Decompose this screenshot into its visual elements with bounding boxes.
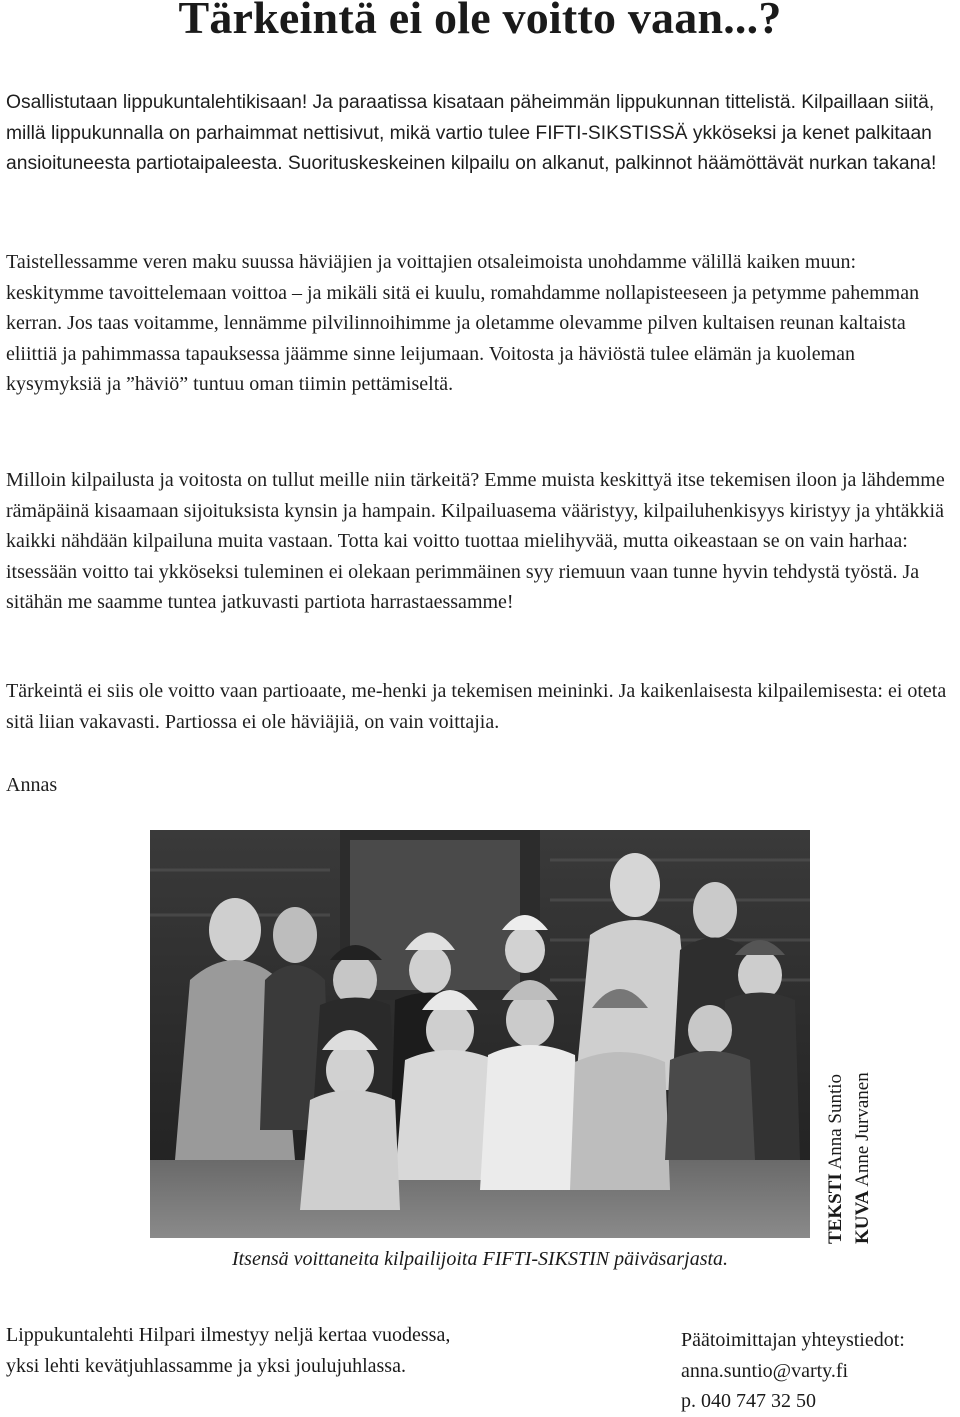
- credit-photo-name: Anne Jurvanen: [852, 1072, 873, 1187]
- article-signature: Annas: [6, 774, 58, 796]
- contact-phone: p. 040 747 32 50: [681, 1390, 816, 1412]
- article-paragraph: Taistellessamme veren maku suussa häviäjien ja voittajien otsaleimoista unohdamme välillä kaiken muun: keskitymme tavoittelemaan voittoa – ja mikäli sitä ei kuulu, romahdamme nollapisteeseen ja petymme pahemman kerran. Jos taas voitamme, lennämme pilvilinnoihimme ja oletamme olevamme pilven kultaisen reunan kaltaista eliittiä ja pahimmassa tapauksessa jäämme sinne leijumaan. Voitosta ja häviöstä tulee elämän ja kuoleman kysymyksiä ja ”häviö” tuntuu oman tiimin pettämiseltä.: [6, 251, 920, 395]
- article-title: Tärkeintä ei ole voitto vaan...?: [178, 0, 782, 43]
- photo-caption: Itsensä voittaneita kilpailijoita FIFTI-SIKSTIN päiväsarjasta.: [231, 1248, 729, 1270]
- credit-text-label: TEKSTI: [825, 1173, 846, 1244]
- contact-heading: Päätoimittajan yhteystiedot:: [681, 1329, 905, 1351]
- editor-contact: [681, 1325, 956, 1417]
- article-paragraph: Tärkeintä ei siis ole voitto vaan partioaate, me-henki ja tekemisen meininki. Ja kaikenlaisesta kilpailemisesta: ei oteta sitä liian vakavasti. Partiossa ei ole häviäjiä, on vain voittajia.: [6, 680, 947, 733]
- credit-photo-label: KUVA: [852, 1190, 873, 1244]
- credit-text-name: Anna Suntio: [825, 1074, 846, 1170]
- group-photo: [150, 830, 810, 1238]
- credits-rotated: [822, 1072, 876, 1244]
- contact-email[interactable]: anna.suntio@varty.fi: [681, 1359, 849, 1382]
- group-photo-image: [150, 830, 810, 1238]
- article-paragraph: Milloin kilpailusta ja voitosta on tullut meille niin tärkeitä? Emme muista keskittyä itse tekemisen iloon ja lähdemme rämäpäinä kisaamaan sijoituksista kynsin ja hampain. Kilpailuasema vääristyy, kilpailuhenkisyys kiristyy ja yhtäkkiä kaikki nähdään kilpailuna muita vastaan. Totta kai voitto tuottaa mielihyvää, mutta oikeastaan se on vain harhaa: itsessään voitto tai ykköseksi tuleminen ei olekaan perimmäinen syy riemuun vaan tunne hyvin tehdystä työstä. Ja sitähän me saamme tuntea jatkuvasti partiota harrastaessamme!: [6, 469, 945, 613]
- publication-info: Lippukuntalehti Hilpari ilmestyy neljä kertaa vuodessa, yksi lehti kevätjuhlassamme ja yksi joulujuhlassa.: [6, 1324, 451, 1377]
- article-lead: Osallistutaan lippukuntalehtikisaan! Ja paraatissa kisataan päheimmän lippukunnan tittelistä. Kilpaillaan siitä, millä lippukunnalla on parhaimmat nettisivut, mikä vartio tulee FIFTI-SIKSTISSÄ ykköseksi ja kenet palkitaan ansioituneesta partiotaipaleesta. Suorituskeskeinen kilpailu on alkanut, palkinnot häämöttävät nurkan takana!: [6, 92, 937, 174]
